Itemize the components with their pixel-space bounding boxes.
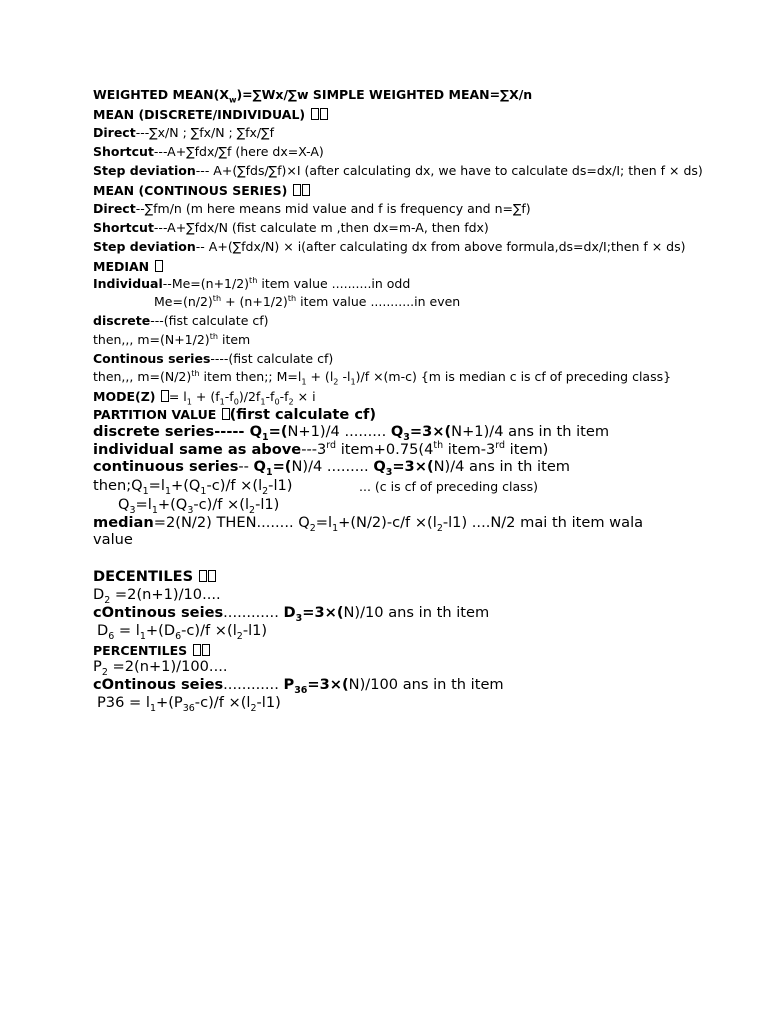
superscript: th [212, 292, 222, 303]
label: median [93, 514, 154, 531]
text: --- A+(∑fds/∑f)×I (after calculating dx, we have to calculate ds=dx/I; then f × ds) [195, 163, 703, 178]
text: item value ..........in odd [257, 276, 411, 291]
text: D [97, 622, 109, 639]
heading-text: MEAN (CONTINOUS SERIES) [93, 183, 292, 198]
text: then;Q [93, 477, 143, 494]
text: item [218, 332, 251, 347]
subscript: 1 [186, 396, 192, 407]
text: item-3 [443, 441, 496, 458]
q3-formula-line [118, 496, 280, 516]
subscript: 1 [139, 630, 146, 642]
mean-discrete-heading [93, 108, 328, 122]
mean-continous-heading [93, 184, 310, 198]
step-deviation-line [93, 165, 703, 178]
subscript: 3 [187, 504, 194, 516]
heading-text: DECENTILES [93, 568, 199, 585]
text: Q [373, 458, 386, 475]
text: +(Q [171, 477, 201, 494]
subscript: 1 [265, 466, 273, 478]
subscript: 1 [260, 396, 266, 407]
subscript: 3 [295, 612, 303, 624]
d2-line [93, 586, 221, 606]
text: ---∑x/N ; ∑fx/N ; ∑fx/∑f [135, 125, 274, 140]
text: + (f [191, 389, 220, 404]
text: )=∑Wx/∑w SIMPLE WEIGHTED MEAN=∑X/n [236, 87, 533, 102]
text: --Me=(n+1/2) [162, 276, 250, 291]
text: ----(fist calculate cf) [210, 351, 334, 366]
missing-glyph-icon [320, 108, 328, 120]
text: + (l [306, 369, 334, 384]
subscript: 36 [294, 684, 308, 696]
subscript: 2 [436, 522, 443, 534]
text: +(Q [157, 496, 188, 513]
individual-quartile-line [93, 440, 549, 458]
subscript: 1 [332, 522, 339, 534]
subscript: 3 [129, 504, 136, 516]
text: -l1) [242, 622, 268, 639]
heading-text: PERCENTILES [93, 643, 192, 658]
text: -c)/f ×(l [194, 694, 251, 711]
discrete-median-line [93, 315, 269, 328]
subscript: 36 [182, 702, 195, 714]
superscript: th [191, 367, 200, 378]
missing-glyph-icon [155, 260, 163, 272]
subscript: 6 [175, 630, 182, 642]
text: N)/10 ans in th item [343, 604, 490, 621]
partition-value-heading [93, 408, 376, 423]
mode-line [93, 389, 316, 407]
missing-glyph-icon [302, 184, 310, 196]
missing-glyph-icon [199, 570, 207, 582]
text: -l1) [256, 694, 281, 711]
text: =3×( [307, 676, 349, 693]
missing-glyph-icon [161, 390, 169, 402]
subscript: 2 [250, 702, 257, 714]
text: P36 = l [97, 694, 150, 711]
text: item+0.75(4 [336, 441, 434, 458]
subscript: 3 [385, 466, 393, 478]
text: P [93, 658, 102, 675]
subscript: 2 [236, 630, 243, 642]
subscript: 0 [233, 396, 239, 407]
p36-formula-line [97, 694, 281, 714]
text: --∑fm/n (m here means mid value and f is frequency and n=∑f) [135, 201, 531, 216]
text: )/f ×(m-c) {m is median c is cf of preceding class} [355, 369, 672, 384]
superscript: rd [495, 440, 506, 452]
text: N)/100 ans in th item [348, 676, 504, 693]
text: ............ [223, 604, 284, 621]
text: = l [168, 389, 187, 404]
text: =2(n+1)/100.... [107, 658, 228, 675]
text: N)/4 ans in th item [433, 458, 571, 475]
label: Shortcut [93, 220, 154, 235]
text: +(D [145, 622, 176, 639]
text: =( [272, 458, 292, 475]
direct-continous-line [93, 203, 531, 216]
text: +(P [155, 694, 183, 711]
missing-glyph-icon [293, 184, 301, 196]
subscript: 6 [108, 630, 115, 642]
heading-text: MEDIAN [93, 259, 154, 274]
continuous-series-quartile-line [93, 458, 571, 478]
text: Q [390, 423, 404, 440]
subscript: w [228, 94, 237, 105]
label: Continous series [93, 351, 211, 366]
subscript: 1 [350, 376, 356, 387]
missing-glyph-icon [311, 108, 319, 120]
text: -f [224, 389, 234, 404]
text: =( [268, 423, 288, 440]
text: -l1) [255, 496, 280, 513]
label: Individual [93, 276, 163, 291]
subscript: 2 [288, 396, 294, 407]
text: =3×( [409, 423, 452, 440]
continous-median-formula [93, 367, 672, 387]
percentiles-heading [93, 644, 210, 658]
text: +(N/2)-c/f ×(l [338, 514, 437, 531]
text: + (n+1/2) [221, 294, 288, 309]
text: × i [293, 389, 316, 404]
text: =2(N/2) THEN........ Q [153, 514, 310, 531]
text: P [283, 676, 295, 693]
text: =l [315, 514, 333, 531]
text: ---A+∑fdx/∑f (here dx=X-A) [153, 144, 324, 159]
continous-decentile-line [93, 604, 490, 624]
subscript: 1 [301, 376, 307, 387]
decentiles-heading [93, 570, 216, 585]
subscript: 1 [164, 485, 171, 497]
text: Me=(n/2) [154, 294, 213, 309]
median-quartile-line [93, 514, 644, 534]
text: -c)/f ×(l [193, 496, 250, 513]
text: =3×( [302, 604, 344, 621]
text: N+1)/4 ......... [287, 423, 391, 440]
subscript: 2 [101, 666, 108, 678]
text: N)/4 ......... [291, 458, 374, 475]
text: (first calculate cf) [229, 406, 377, 423]
label: Direct [93, 201, 136, 216]
median-heading [93, 260, 163, 274]
text: WEIGHTED MEAN(X [93, 87, 229, 102]
shortcut-line [93, 146, 324, 159]
continous-percentile-line [93, 676, 504, 696]
text: then,,, m=(N+1/2) [93, 332, 210, 347]
text: N+1)/4 ans in th item [451, 423, 610, 440]
superscript: th [433, 440, 444, 452]
label: discrete series----- Q [93, 423, 262, 440]
discrete-series-quartile-line [93, 423, 610, 443]
note: ... (c is cf of preceding class) [359, 479, 539, 494]
weighted-mean-line [93, 87, 533, 105]
text: D [93, 586, 105, 603]
text: -l [338, 369, 351, 384]
text: -f [279, 389, 289, 404]
label: individual same as above [93, 441, 302, 458]
p2-line [93, 658, 228, 678]
label: Step deviation [93, 163, 196, 178]
text: Q [118, 496, 130, 513]
subscript: 1 [149, 702, 156, 714]
text: -l1) ....N/2 mai th item wala [442, 514, 644, 531]
text: ............ [223, 676, 284, 693]
text: =l [148, 477, 165, 494]
text: =2(n+1)/10.... [110, 586, 221, 603]
subscript: 1 [151, 504, 158, 516]
superscript: th [287, 292, 297, 303]
subscript: 3 [403, 431, 410, 443]
missing-glyph-icon [193, 644, 201, 656]
subscript: 2 [333, 376, 339, 387]
text: then,,, m=(N/2) [93, 369, 192, 384]
text: item then;; M=l [199, 369, 302, 384]
subscript: 1 [261, 431, 269, 443]
subscript: 2 [104, 594, 111, 606]
subscript: 2 [262, 485, 269, 497]
text: -c)/f ×(l [181, 622, 237, 639]
text: D [283, 604, 296, 621]
direct-line [93, 127, 274, 140]
subscript: 0 [274, 396, 280, 407]
label: MODE(Z) [93, 389, 160, 404]
d6-formula-line [97, 622, 268, 642]
text: ---(fist calculate cf) [150, 313, 269, 328]
superscript: th [209, 330, 219, 341]
text: -f [265, 389, 275, 404]
text: -- A+(∑fdx/N) × i(after calculating dx from above formula,ds=dx/I;then f × ds) [195, 239, 686, 254]
median-quartile-continuation [93, 533, 133, 548]
subscript: 2 [309, 522, 316, 534]
missing-glyph-icon [222, 408, 230, 420]
label: Shortcut [93, 144, 154, 159]
superscript: th [249, 274, 258, 285]
text: -l1) [268, 477, 293, 494]
subscript: 1 [142, 485, 149, 497]
discrete-median-formula [93, 330, 251, 347]
superscript: rd [326, 440, 337, 452]
label: discrete [93, 313, 151, 328]
heading-text: MEAN (DISCRETE/INDIVIDUAL) [93, 107, 310, 122]
text: item) [505, 441, 549, 458]
q1-formula-line [93, 477, 539, 497]
step-deviation-continous-line [93, 241, 686, 254]
text: =3×( [392, 458, 434, 475]
individual-median-line [93, 274, 411, 291]
even-median-line [154, 292, 461, 309]
label: continuous series [93, 458, 239, 475]
text: ---3 [301, 441, 327, 458]
missing-glyph-icon [202, 644, 210, 656]
missing-glyph-icon [208, 570, 216, 582]
continous-series-median-line [93, 353, 333, 366]
subscript: 1 [219, 396, 225, 407]
text: value [93, 531, 133, 548]
label: Step deviation [93, 239, 196, 254]
text: Q [253, 458, 266, 475]
text: -c)/f ×(l [206, 477, 263, 494]
subscript: 1 [200, 485, 207, 497]
subscript: 2 [249, 504, 256, 516]
shortcut-continous-line [93, 222, 489, 235]
label: cOntinous seies [93, 604, 224, 621]
label: cOntinous seies [93, 676, 224, 693]
text: item value ...........in even [296, 294, 461, 309]
label: Direct [93, 125, 136, 140]
text: )/2f [238, 389, 261, 404]
heading-text: PARTITION VALUE [93, 407, 221, 422]
text: =l [135, 496, 152, 513]
text: = l [114, 622, 140, 639]
text: ---A+∑fdx/N (fist calculate m ,then dx=m-A, then fdx) [153, 220, 489, 235]
text: -- [238, 458, 254, 475]
